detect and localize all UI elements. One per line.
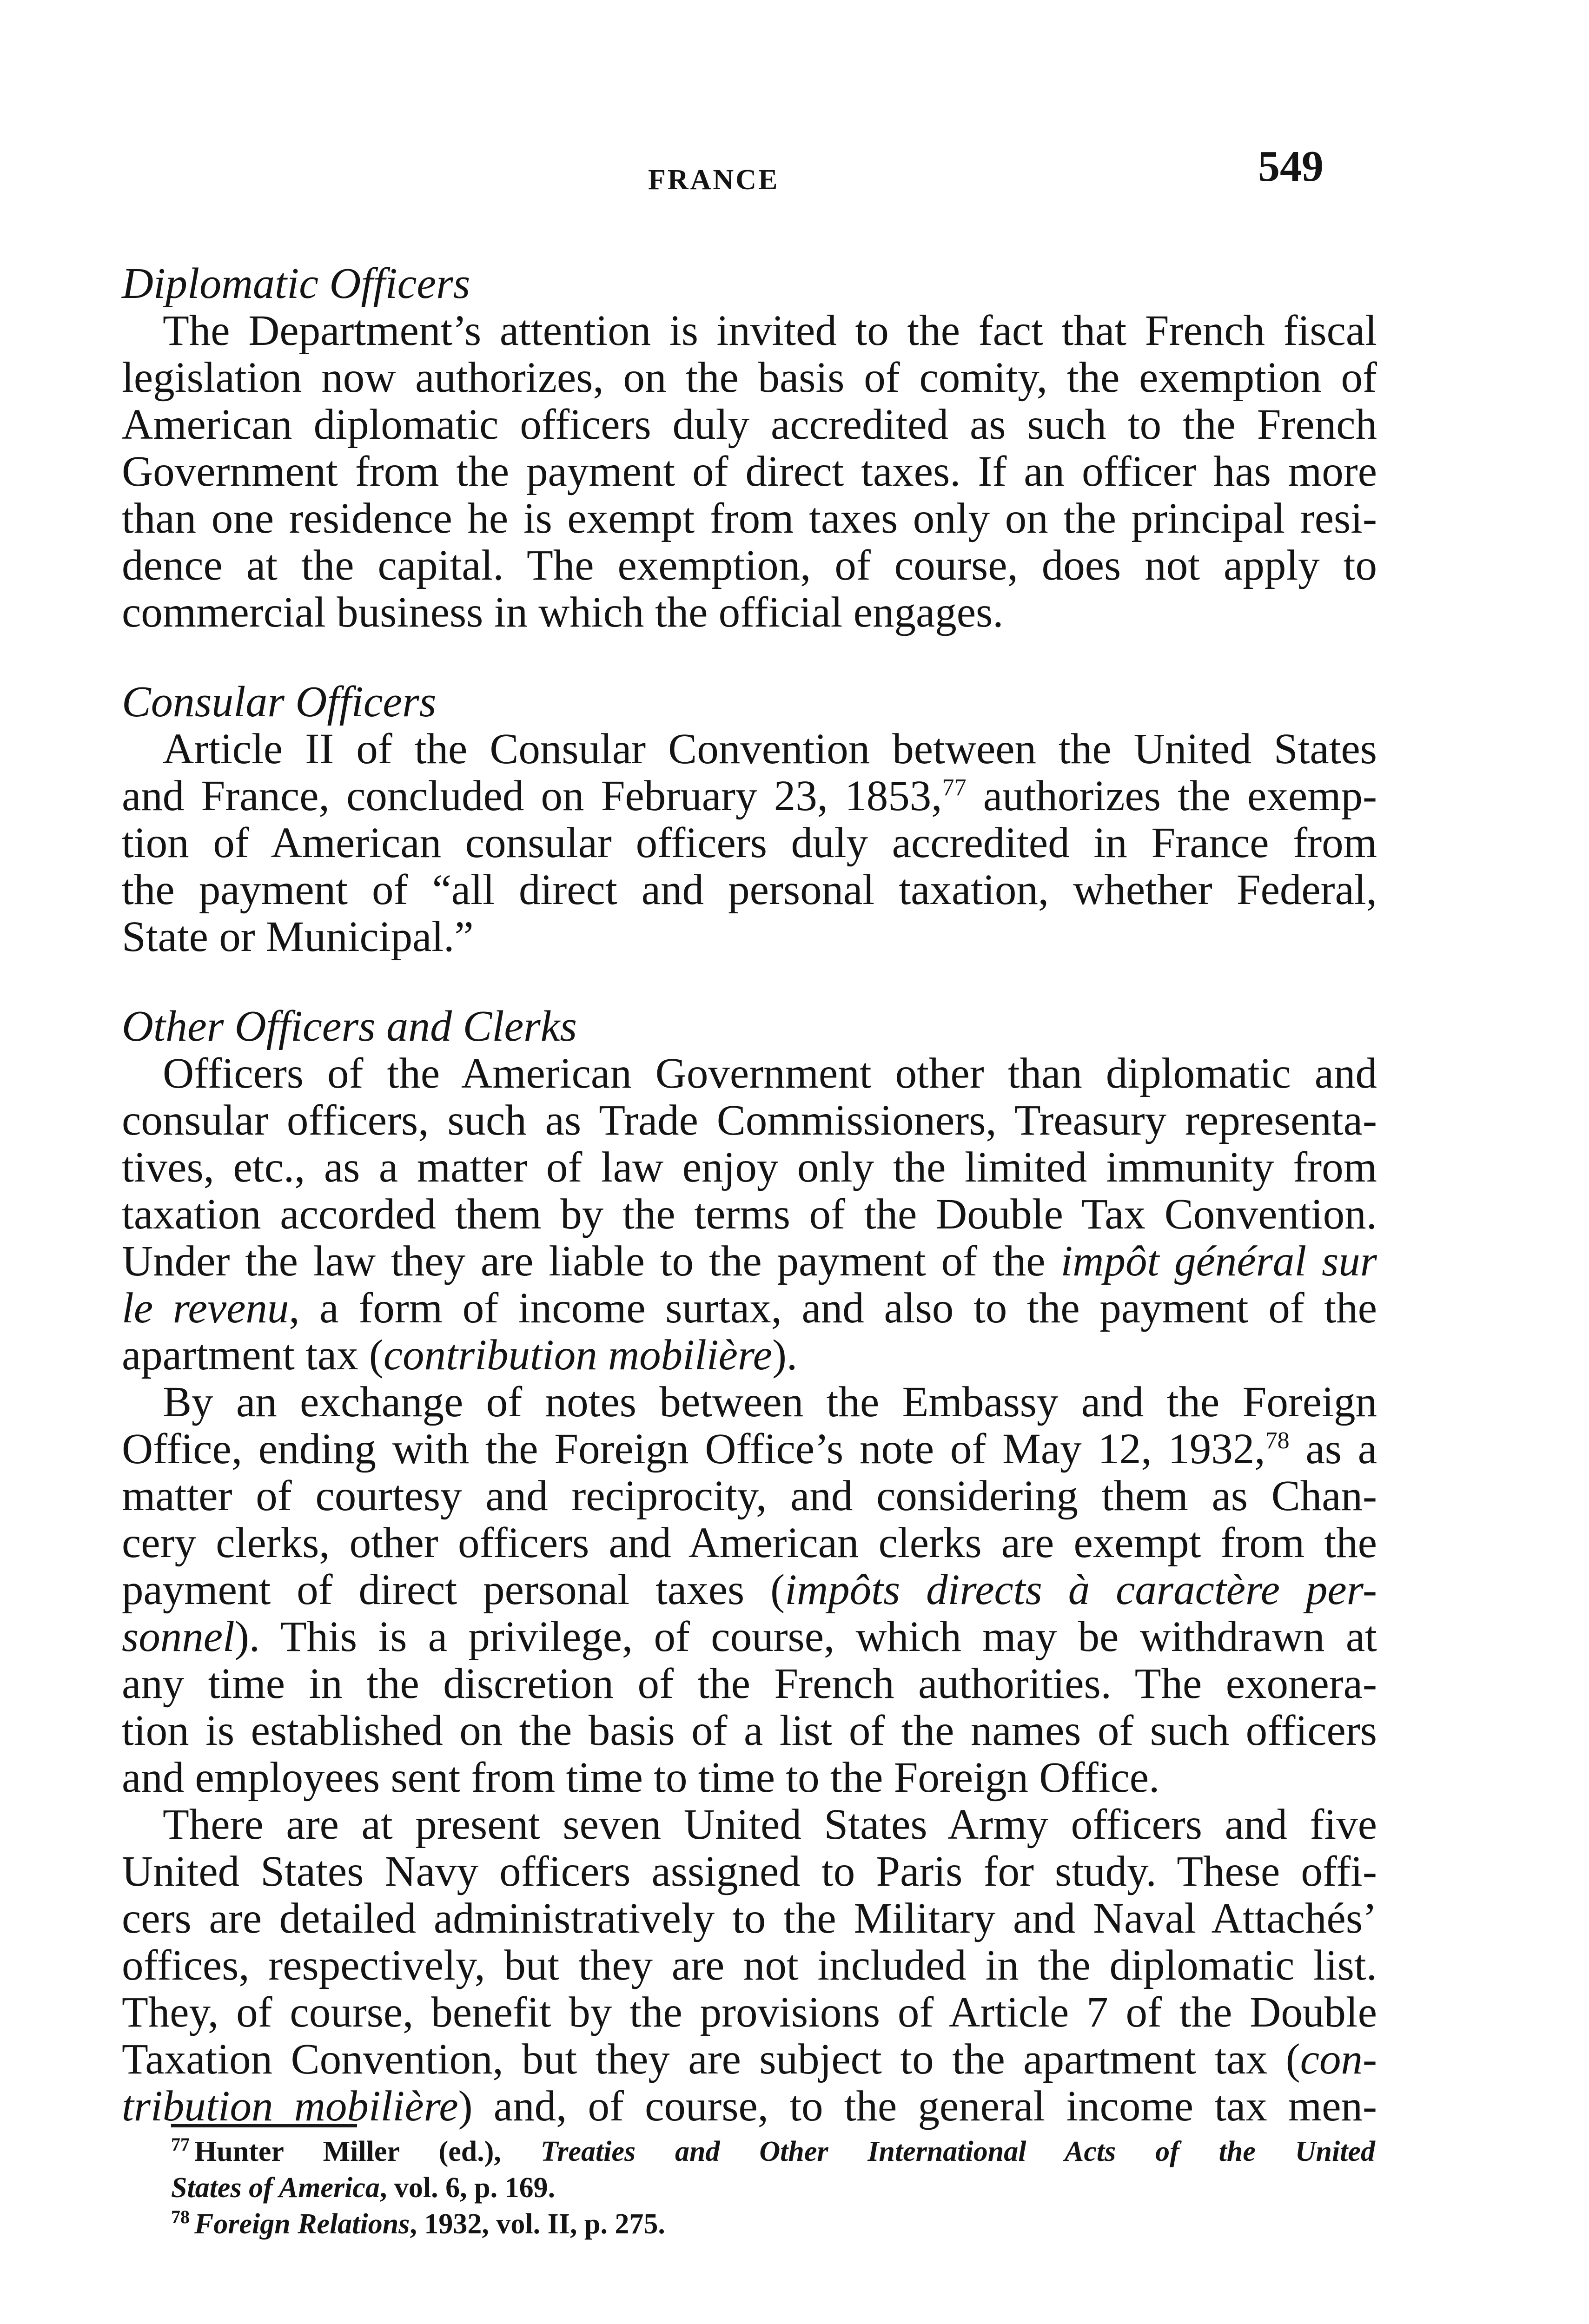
text-line: and France, concluded on February 23, 1853,77 authorizes the exemp-	[122, 772, 1377, 820]
text-line: United States Navy officers assigned to Paris for study. These offi-	[122, 1848, 1377, 1895]
footnotes	[171, 2133, 1375, 2242]
text-line: payment of direct personal taxes (impôts directs à caractère per-	[122, 1566, 1377, 1614]
text-line: the payment of “all direct and personal taxation, whether Federal,	[122, 866, 1377, 914]
text-line: There are at present seven United States Army officers and five	[163, 1801, 1377, 1849]
paragraph-diplomatic-officers	[122, 307, 1377, 636]
running-head: FRANCE	[648, 164, 780, 196]
paragraph-consular-officers	[122, 726, 1377, 960]
section-heading-diplomatic-officers: Diplomatic Officers	[122, 259, 470, 308]
footnote-78: $^{78}$ Foreign Relations, 1932, vol. II, p. 275.	[171, 2206, 665, 2240]
footnote-ref-77: 77	[942, 774, 967, 801]
text-line: Office, ending with the Foreign Office’s note of May 12, 1932,78 as a	[122, 1425, 1377, 1473]
text-line: State or Municipal.”	[122, 913, 474, 961]
text-line: American diplomatic officers duly accredited as such to the French	[122, 401, 1377, 449]
text-line: tives, etc., as a matter of law enjoy only the limited immunity from	[122, 1143, 1377, 1191]
text-line: than one residence he is exempt from taxes only on the principal resi-	[122, 495, 1377, 542]
text-line: The Department’s attention is invited to the fact that French fiscal	[163, 307, 1377, 355]
text-line: Officers of the American Government other than diplomatic and	[163, 1050, 1377, 1097]
paragraph-other-officers-3	[122, 1801, 1377, 2130]
footnote-ref-78: 78	[1265, 1427, 1290, 1454]
section-heading-other-officers: Other Officers and Clerks	[122, 1002, 577, 1050]
text-line: taxation accorded them by the terms of the Double Tax Convention.	[122, 1190, 1377, 1238]
section-heading-consular-officers: Consular Officers	[122, 678, 437, 726]
footnote-77-continued: States of America, vol. 6, p. 169.	[171, 2172, 556, 2204]
paragraph-other-officers-2	[122, 1379, 1377, 1801]
text-line: commercial business in which the official engages.	[122, 588, 1004, 636]
text-line: By an exchange of notes between the Embassy and the Foreign	[163, 1378, 1377, 1426]
text-line: tribution mobilière) and, of course, to the general income tax men-	[122, 2082, 1377, 2130]
text-line: dence at the capital. The exemption, of course, does not apply to	[122, 541, 1377, 589]
text-line: sonnel). This is a privilege, of course, which may be withdrawn at	[122, 1613, 1377, 1661]
text-line: apartment tax (contribution mobilière).	[122, 1331, 798, 1379]
text-line: They, of course, benefit by the provisions of Article 7 of the Double	[122, 1988, 1377, 2036]
text-line: Under the law they are liable to the payment of the impôt général sur	[122, 1237, 1377, 1285]
text-line: Article II of the Consular Convention between the United States	[163, 725, 1377, 773]
text-line: le revenu, a form of income surtax, and also to the payment of the	[122, 1284, 1377, 1332]
paragraph-other-officers-1	[122, 1050, 1377, 1379]
text-line: cers are detailed administratively to the Military and Naval Attachés’	[122, 1895, 1377, 1942]
text-line: offices, respectively, but they are not included in the diplomatic list.	[122, 1941, 1377, 1989]
text-line: any time in the discretion of the French authorities. The exonera-	[122, 1660, 1377, 1708]
body-text	[122, 260, 1377, 2130]
text-line: tion of American consular officers duly accredited in France from	[122, 819, 1377, 867]
text-line: Taxation Convention, but they are subject to the apartment tax (con-	[122, 2035, 1377, 2083]
text-line: consular officers, such as Trade Commissioners, Treasury representa-	[122, 1096, 1377, 1144]
text-line: cery clerks, other officers and American clerks are exempt from the	[122, 1519, 1377, 1567]
page-number: 549	[1258, 142, 1324, 191]
text-line: Government from the payment of direct taxes. If an officer has more	[122, 448, 1377, 495]
text-line: tion is established on the basis of a list of the names of such officers	[122, 1707, 1377, 1755]
text-line: matter of courtesy and reciprocity, and considering them as Chan-	[122, 1472, 1377, 1520]
footnote-divider	[171, 2124, 357, 2127]
footnote-77: $^{77}$ Hunter Miller (ed.), Treaties and Other International Acts of the United	[171, 2134, 1375, 2167]
text-line: legislation now authorizes, on the basis of comity, the exemption of	[122, 354, 1377, 402]
text-line: and employees sent from time to time to the Foreign Office.	[122, 1754, 1160, 1802]
